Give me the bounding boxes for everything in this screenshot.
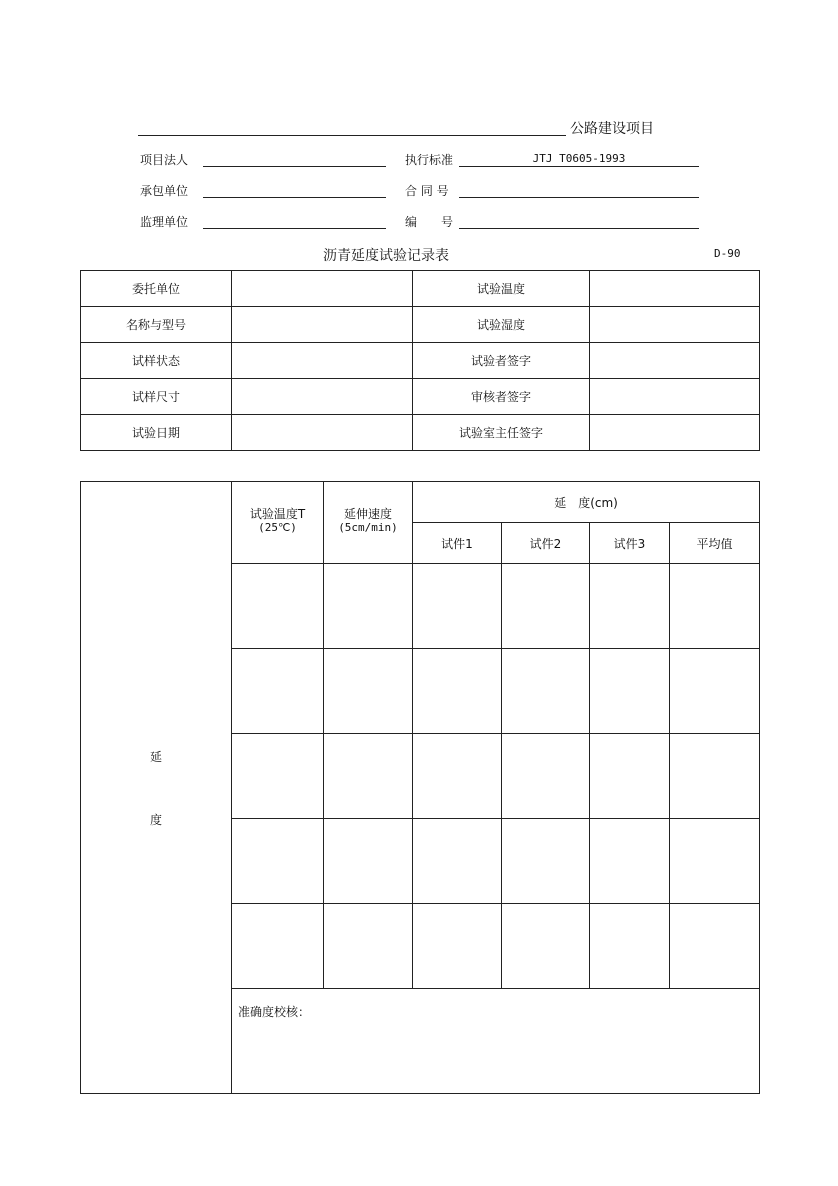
info-row (81, 271, 760, 307)
data-cell[interactable] (590, 564, 670, 649)
data-cell[interactable] (232, 819, 324, 904)
info-label: 审核者签字 (413, 379, 590, 415)
data-cell[interactable] (590, 819, 670, 904)
accuracy-check-cell[interactable]: 准确度校核： (232, 989, 760, 1094)
info-label: 试验湿度 (413, 307, 590, 343)
data-cell[interactable] (670, 904, 760, 989)
data-cell[interactable] (324, 819, 413, 904)
data-cell[interactable] (590, 734, 670, 819)
form-title: 沥青延度试验记录表 (323, 248, 449, 264)
info-label: 试验日期 (81, 415, 232, 451)
field-line[interactable] (203, 228, 386, 229)
data-cell[interactable] (670, 734, 760, 819)
data-cell[interactable] (502, 649, 590, 734)
field-label: 编 号 (405, 215, 454, 229)
data-cell[interactable] (232, 734, 324, 819)
field-label: 执行标准 (405, 153, 454, 167)
data-cell[interactable] (670, 649, 760, 734)
info-row (81, 379, 760, 415)
info-label: 试样状态 (81, 343, 232, 379)
field-line[interactable] (203, 197, 386, 198)
field-line[interactable] (203, 166, 386, 167)
header-specimen-3: 试件3 (590, 523, 670, 564)
form-code: D-90 (714, 247, 741, 260)
info-value[interactable] (590, 343, 760, 379)
header-ductility: 延 度(cm) (413, 482, 760, 523)
side-label-char: 延 (149, 749, 162, 764)
info-value[interactable] (232, 271, 413, 307)
data-cell[interactable] (502, 734, 590, 819)
data-cell[interactable] (324, 564, 413, 649)
data-cell[interactable] (413, 904, 502, 989)
data-cell[interactable] (670, 819, 760, 904)
data-cell[interactable] (670, 564, 760, 649)
data-cell[interactable] (413, 649, 502, 734)
info-row (81, 343, 760, 379)
info-label: 试验室主任签字 (413, 415, 590, 451)
info-value[interactable] (232, 343, 413, 379)
data-cell[interactable] (324, 649, 413, 734)
data-cell[interactable] (502, 904, 590, 989)
field-label: 承包单位 (140, 184, 189, 198)
header-specimen-2: 试件2 (502, 523, 590, 564)
header-temp-sub: (25℃) (258, 521, 297, 534)
data-cell[interactable] (413, 819, 502, 904)
header-temp-label: 试验温度T (249, 507, 306, 521)
field-label: 项目法人 (140, 153, 189, 167)
info-label: 试样尺寸 (81, 379, 232, 415)
header-speed-sub: (5cm/min) (338, 521, 398, 534)
info-table (80, 270, 760, 451)
header-average: 平均值 (670, 523, 760, 564)
info-label: 名称与型号 (81, 307, 232, 343)
data-cell[interactable] (502, 564, 590, 649)
field-value: JTJ T0605-1993 (532, 152, 626, 165)
data-cell[interactable] (502, 819, 590, 904)
info-value[interactable] (590, 379, 760, 415)
project-name-line (138, 135, 566, 136)
header-speed (324, 482, 413, 564)
ductility-side-label (81, 482, 232, 1094)
data-cell[interactable] (232, 904, 324, 989)
header-speed-label: 延伸速度 (343, 507, 392, 521)
field-line[interactable] (459, 228, 699, 229)
data-cell[interactable] (232, 649, 324, 734)
info-value[interactable] (232, 379, 413, 415)
field-line[interactable] (459, 197, 699, 198)
data-cell[interactable] (413, 734, 502, 819)
data-cell[interactable] (324, 734, 413, 819)
data-cell[interactable] (324, 904, 413, 989)
ductility-table (80, 481, 760, 1094)
header-specimen-1: 试件1 (413, 523, 502, 564)
info-value[interactable] (232, 415, 413, 451)
info-label: 试验温度 (413, 271, 590, 307)
header-temp (232, 482, 324, 564)
info-label: 试验者签字 (413, 343, 590, 379)
side-label-char: 度 (149, 812, 162, 827)
info-value[interactable] (590, 415, 760, 451)
field-label: 合 同 号 (405, 184, 449, 198)
data-cell[interactable] (413, 564, 502, 649)
info-label: 委托单位 (81, 271, 232, 307)
info-value[interactable] (590, 271, 760, 307)
info-row (81, 415, 760, 451)
data-cell[interactable] (590, 649, 670, 734)
project-suffix: 公路建设项目 (570, 121, 654, 137)
info-value[interactable] (232, 307, 413, 343)
info-value[interactable] (590, 307, 760, 343)
data-cell[interactable] (232, 564, 324, 649)
info-row (81, 307, 760, 343)
data-cell[interactable] (590, 904, 670, 989)
field-label: 监理单位 (140, 215, 189, 229)
field-line[interactable] (459, 166, 699, 167)
